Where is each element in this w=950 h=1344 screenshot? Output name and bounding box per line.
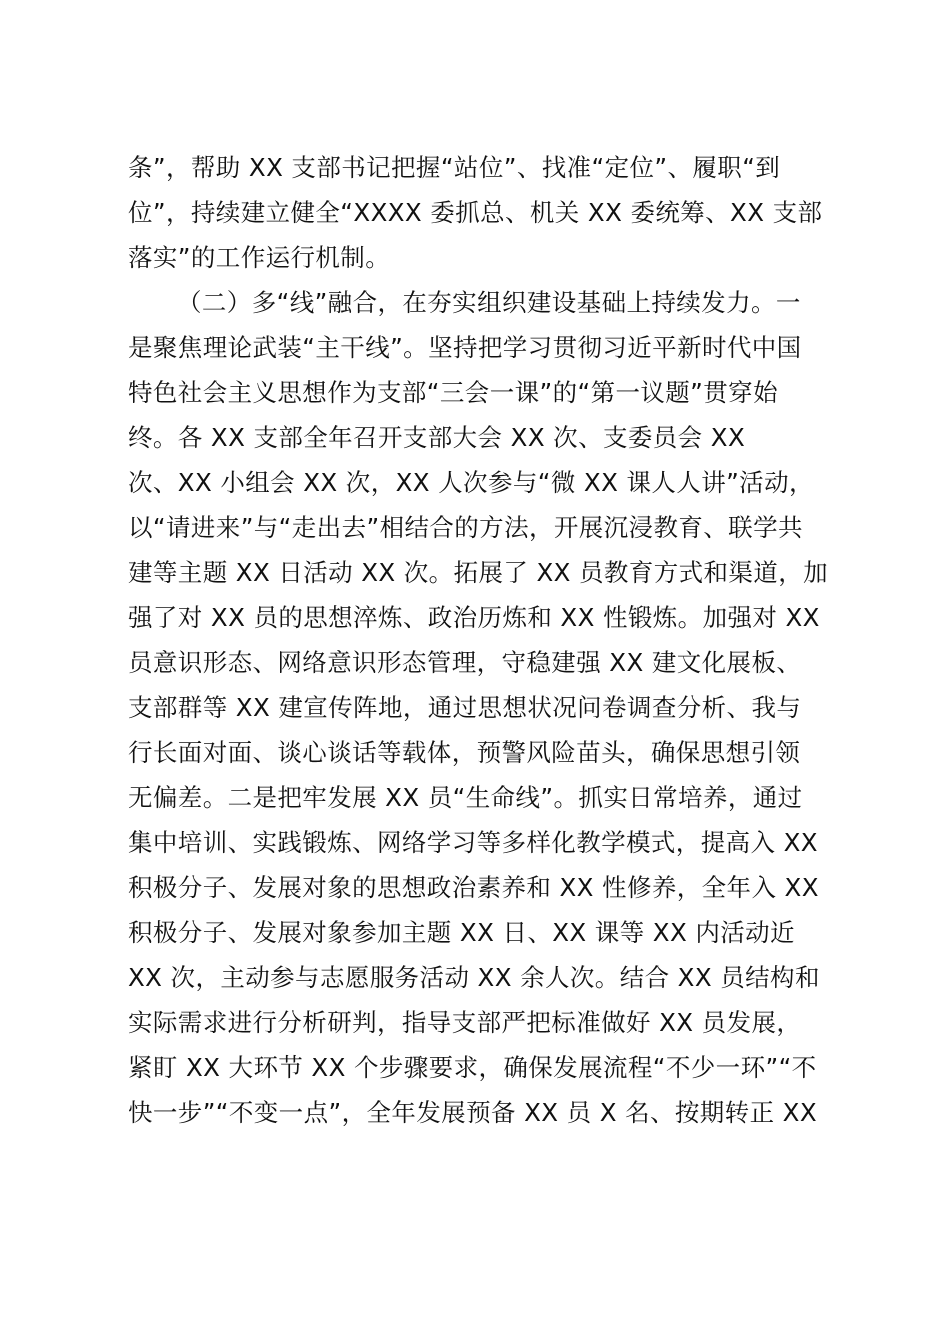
text-line: 条”，帮助 XX 支部书记把握“站位”、找准“定位”、履职“到 (128, 153, 781, 182)
paragraph-start-line: （二）多“线”融合，在夯实组织建设基础上持续发力。一 (177, 288, 801, 317)
text-line: 实际需求进行分析研判，指导支部严把标准做好 XX 员发展， (128, 1008, 802, 1037)
text-line: 位”，持续建立健全“XXXX 委抓总、机关 XX 委统筹、XX 支部 (128, 198, 823, 227)
text-line: 次、XX 小组会 XX 次，XX 人次参与“微 XX 课人人讲”活动， (128, 468, 814, 497)
text-line: 是聚焦理论武装“主干线”。坚持把学习贯彻习近平新时代中国 (128, 333, 802, 362)
text-line: 紧盯 XX 大环节 XX 个步骤要求，确保发展流程“不少一环”“不 (128, 1053, 817, 1082)
text-line: 行长面对面、谈心谈话等载体，预警风险苗头，确保思想引领 (128, 738, 801, 767)
text-line: 终。各 XX 支部全年召开支部大会 XX 次、支委员会 XX (128, 423, 746, 452)
text-line: 集中培训、实践锻炼、网络学习等多样化教学模式，提高入 XX (128, 828, 818, 857)
text-line: 员意识形态、网络意识形态管理，守稳建强 XX 建文化展板、 (128, 648, 802, 677)
text-line: XX 次，主动参与志愿服务活动 XX 余人次。结合 XX 员结构和 (128, 963, 820, 992)
text-line: 落实”的工作运行机制。 (128, 243, 391, 272)
text-line: 以“请进来”与“走出去”相结合的方法，开展沉浸教育、联学共 (128, 513, 803, 542)
text-line: 强了对 XX 员的思想淬炼、政治历炼和 XX 性锻炼。加强对 XX (128, 603, 820, 632)
text-line: 支部群等 XX 建宣传阵地，通过思想状况问卷调查分析、我与 (128, 693, 802, 722)
text-line: 特色社会主义思想作为支部“三会一课”的“第一议题”贯穿始 (128, 378, 778, 407)
text-line: 快一步”“不变一点”，全年发展预备 XX 员 X 名、按期转正 XX (128, 1098, 818, 1127)
text-line: 建等主题 XX 日活动 XX 次。拓展了 XX 员教育方式和渠道，加 (128, 558, 829, 587)
text-line: 积极分子、发展对象的思想政治素养和 XX 性修养，全年入 XX (128, 873, 819, 902)
text-line: 积极分子、发展对象参加主题 XX 日、XX 课等 XX 内活动近 (128, 918, 795, 947)
text-line: 无偏差。二是把牢发展 XX 员“生命线”。抓实日常培养，通过 (128, 783, 803, 812)
